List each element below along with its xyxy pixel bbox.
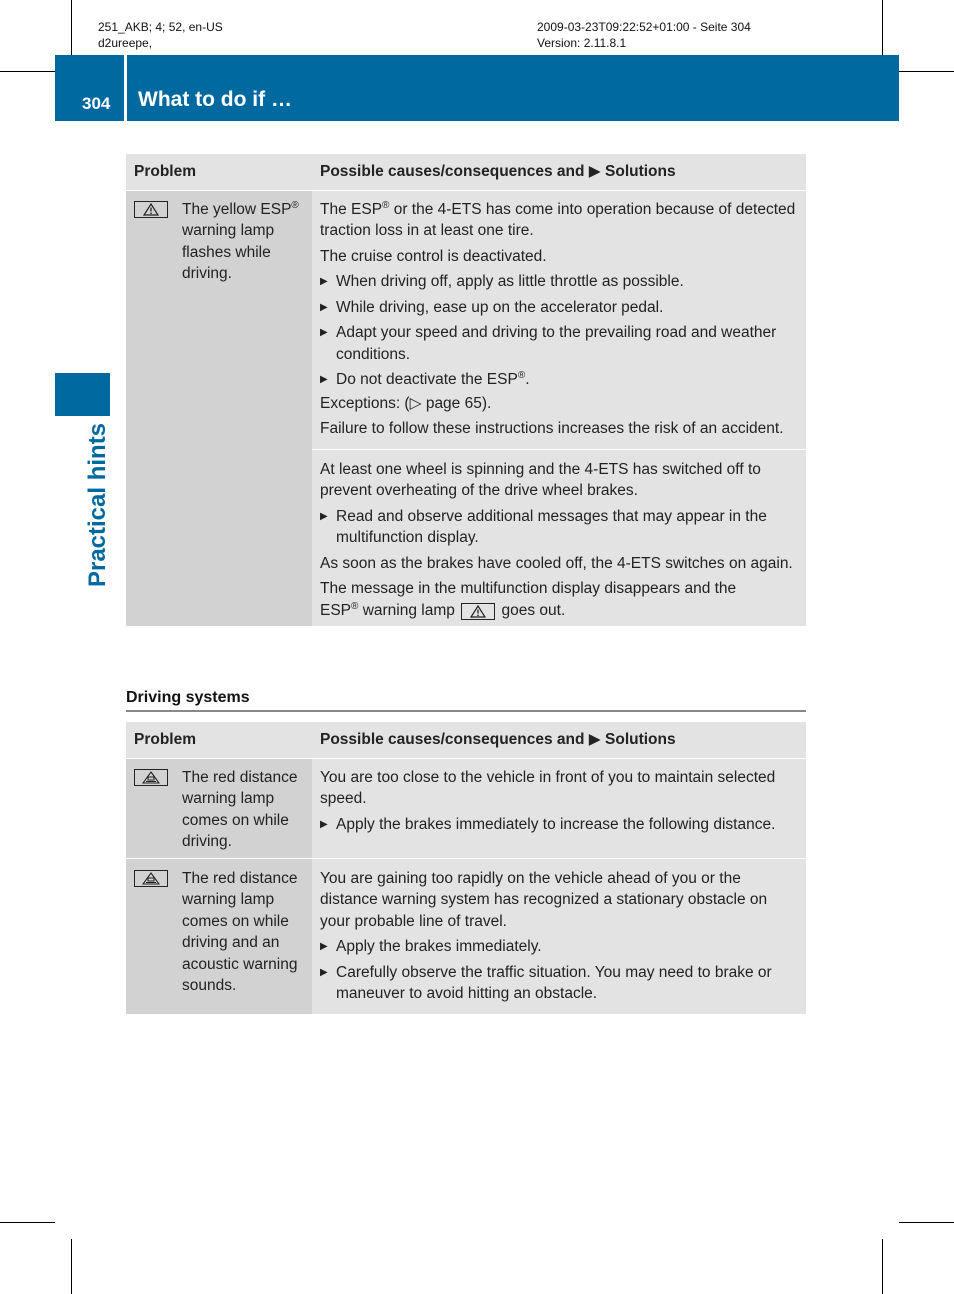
text: ESP bbox=[320, 601, 352, 619]
side-tab-label: Practical hints bbox=[84, 422, 111, 588]
crop-mark bbox=[71, 0, 72, 55]
crop-mark bbox=[71, 1239, 72, 1294]
problem-table-distance bbox=[126, 722, 806, 1014]
table-row bbox=[126, 758, 806, 858]
solution-cell bbox=[312, 758, 806, 858]
column-header-solutions: Possible causes/consequences and ▶ Solutions bbox=[312, 722, 806, 758]
consequence-text: As soon as the brakes have cooled off, the 4-ETS switches on again. bbox=[320, 554, 793, 572]
subsection-rule bbox=[126, 710, 806, 712]
crop-mark bbox=[899, 1222, 954, 1223]
crop-mark bbox=[882, 0, 883, 55]
solution-step bbox=[320, 369, 799, 391]
cause-text bbox=[320, 199, 799, 242]
solution-step bbox=[320, 814, 799, 836]
cause-text: At least one wheel is spinning and the 4-ETS has switched off to prevent overheating of the drive wheel brakes. bbox=[320, 460, 761, 499]
solution-step bbox=[320, 936, 799, 958]
crop-mark bbox=[0, 1222, 55, 1223]
arrow-bullet-icon: ▶ bbox=[320, 327, 328, 338]
text: warning lamp bbox=[358, 601, 460, 619]
column-header-problem: Problem bbox=[126, 154, 312, 190]
registered-mark: ® bbox=[351, 600, 359, 612]
page-number: 304 bbox=[82, 94, 111, 113]
subsection-heading: Driving systems bbox=[126, 689, 250, 706]
page-reference: Exceptions: (▷ page 65). bbox=[320, 394, 492, 412]
text: goes out. bbox=[497, 601, 566, 619]
step-text: Read and observe additional messages that may appear in the multifunction display. bbox=[336, 507, 767, 546]
solution-step bbox=[320, 962, 799, 1005]
solution-cell bbox=[312, 190, 806, 449]
step-text bbox=[336, 369, 799, 391]
text: or the 4-ETS has come into operation because of detected traction loss in at least one tire. bbox=[320, 200, 796, 239]
meta-line: 2009-03-23T09:22:52+01:00 - Seite 304 bbox=[537, 20, 751, 34]
arrow-bullet-icon: ▶ bbox=[320, 276, 328, 287]
arrow-bullet-icon: ▶ bbox=[320, 301, 328, 313]
problem-cell bbox=[126, 858, 312, 1014]
meta-line: 251_AKB; 4; 52, en-US bbox=[98, 20, 223, 34]
header-divider bbox=[124, 55, 127, 121]
text: The message in the multifunction display disappears and the bbox=[320, 580, 737, 597]
arrow-bullet-icon: ▶ bbox=[320, 374, 328, 385]
step-text: Apply the brakes immediately. bbox=[336, 938, 542, 955]
table-row bbox=[126, 858, 806, 1014]
table-header-row bbox=[126, 722, 806, 758]
crop-mark bbox=[899, 71, 954, 72]
column-header-problem: Problem bbox=[126, 722, 312, 758]
crop-mark bbox=[0, 71, 55, 72]
warning-triangle-icon bbox=[461, 603, 495, 620]
problem-description: The red distance warning lamp comes on while driving. bbox=[182, 768, 298, 850]
arrow-bullet-icon: ▶ bbox=[320, 510, 328, 522]
solution-step bbox=[320, 322, 799, 365]
step-text: While driving, ease up on the accelerator pedal. bbox=[336, 298, 664, 316]
step-text: Carefully observe the traffic situation. You may need to brake or maneuver to avoid hitting an obstacle. bbox=[336, 963, 772, 1002]
meta-line: d2ureepe, bbox=[98, 36, 153, 50]
text: Do not deactivate the ESP bbox=[336, 371, 518, 388]
solution-step bbox=[320, 297, 799, 319]
table-row bbox=[126, 190, 806, 449]
registered-mark: ® bbox=[291, 199, 299, 211]
cause-text: You are gaining too rapidly on the vehicle ahead of you or the distance warning system has recognized a stationary obstacle on your probable line of travel. bbox=[320, 869, 768, 930]
solution-step bbox=[320, 271, 799, 293]
meta-line: Version: 2.11.8.1 bbox=[537, 36, 627, 50]
solution-step bbox=[320, 506, 799, 549]
registered-mark: ® bbox=[382, 199, 390, 211]
distance-warning-icon bbox=[134, 769, 168, 786]
problem-text: warning lamp flashes while driving. bbox=[182, 222, 275, 282]
arrow-bullet-icon: ▶ bbox=[320, 941, 328, 952]
column-header-solutions: Possible causes/consequences and ▶ Solutions bbox=[312, 154, 806, 190]
consequence-text: The cruise control is deactivated. bbox=[320, 247, 547, 265]
solution-cell bbox=[312, 449, 806, 626]
registered-mark: ® bbox=[517, 369, 526, 381]
side-tab-marker bbox=[55, 373, 110, 416]
step-text: When driving off, apply as little throttle as possible. bbox=[336, 273, 684, 290]
warning-triangle-icon bbox=[134, 201, 168, 218]
problem-cell bbox=[126, 758, 312, 858]
arrow-bullet-icon: ▶ bbox=[320, 818, 328, 830]
table-header-row bbox=[126, 154, 806, 190]
problem-cell bbox=[126, 190, 312, 626]
problem-description: The red distance warning lamp comes on while driving and an acoustic warning sounds. bbox=[182, 869, 298, 994]
text: . bbox=[525, 371, 530, 388]
cause-text: You are too close to the vehicle in front of you to maintain selected speed. bbox=[320, 768, 776, 807]
consequence-text bbox=[320, 578, 799, 621]
step-text: Apply the brakes immediately to increase the following distance. bbox=[336, 815, 776, 833]
problem-table-esp bbox=[126, 154, 806, 626]
solution-cell bbox=[312, 858, 806, 1014]
arrow-bullet-icon: ▶ bbox=[320, 966, 328, 978]
meta-top-left bbox=[98, 19, 223, 51]
crop-mark bbox=[882, 1239, 883, 1294]
distance-warning-icon bbox=[134, 870, 168, 887]
meta-top-right bbox=[537, 19, 751, 51]
section-title: What to do if … bbox=[138, 88, 292, 111]
problem-description bbox=[182, 199, 305, 285]
problem-text: The yellow ESP bbox=[182, 200, 292, 218]
step-text: Adapt your speed and driving to the prevailing road and weather conditions. bbox=[336, 324, 777, 363]
warning-text: Failure to follow these instructions increases the risk of an accident. bbox=[320, 420, 784, 437]
text: The ESP bbox=[320, 200, 383, 218]
